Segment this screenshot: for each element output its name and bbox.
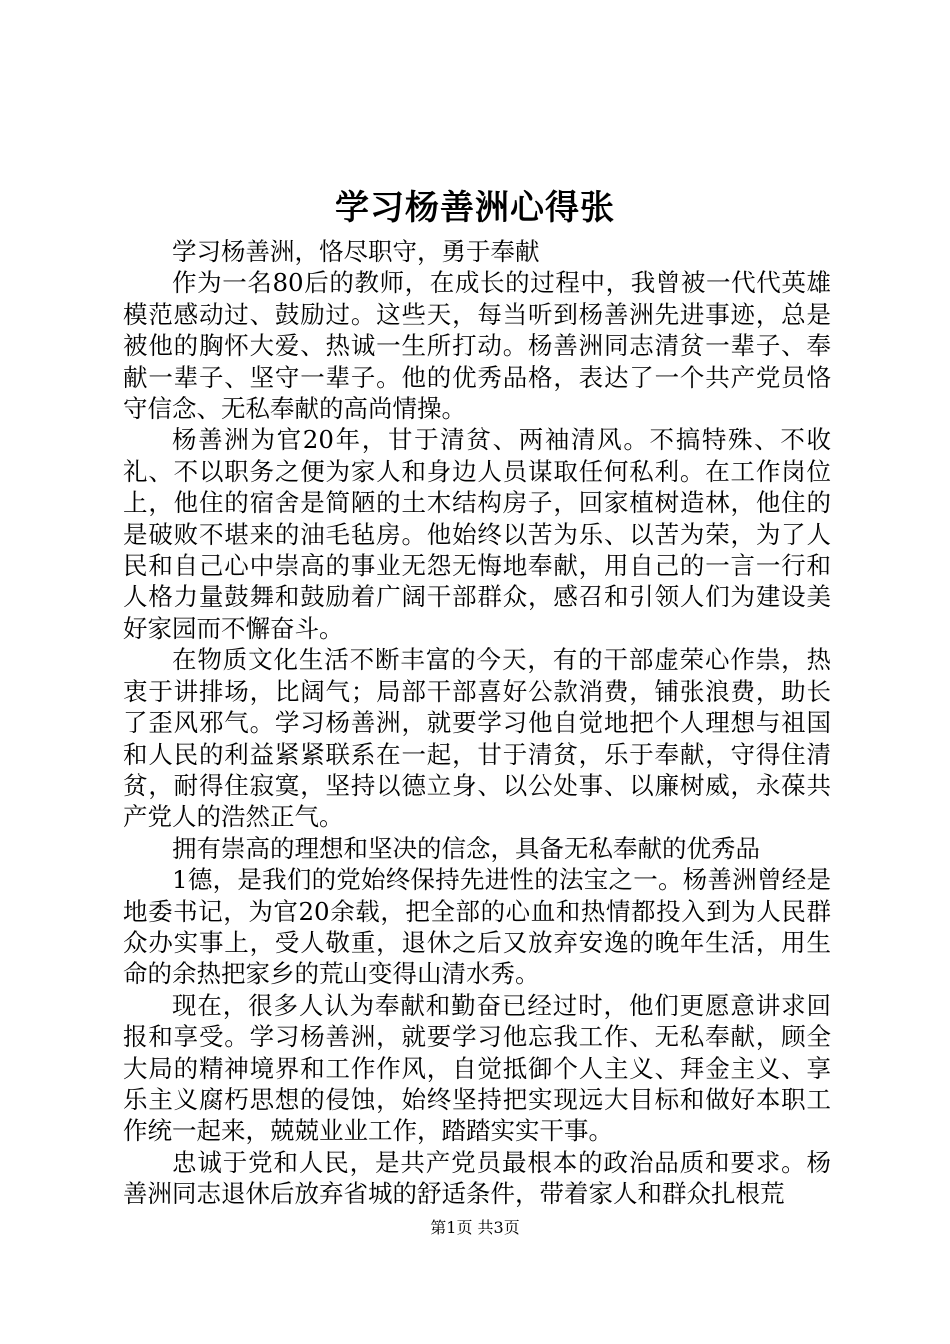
document-body [123,236,831,1210]
paragraph: 现在，很多人认为奉献和勤奋已经过时，他们更愿意讲求回报和享受。学习杨善洲，就要学习他忘我工作、无私奉献，顾全大局的精神境界和工作作风，自觉抵御个人主义、拜金主义、享乐主义腐朽思想的侵蚀，始终坚持把实现远大目标和做好本职工作统一起来，兢兢业业工作，踏踏实实干事。 [123,990,831,1146]
paragraph: 忠诚于党和人民，是共产党员最根本的政治品质和要求。杨善洲同志退休后放弃省城的舒适条件，带着家人和群众扎根荒 [123,1147,831,1209]
paragraph: 1德，是我们的党始终保持先进性的法宝之一。杨善洲曾经是地委书记，为官20余载，把全部的心血和热情都投入到为人民群众办实事上，受人敬重，退休之后又放弃安逸的晚年生活，用生命的余热把家乡的荒山变得山清水秀。 [123,865,831,989]
paragraph: 杨善洲为官20年，甘于清贫、两袖清风。不搞特殊、不收礼、不以职务之便为家人和身边人员谋取任何私利。在工作岗位上，他住的宿舍是简陋的土木结构房子，回家植树造林，他住的是破败不堪来的油毛毡房。他始终以苦为乐、以苦为荣，为了人民和自己心中崇高的事业无怨无悔地奉献，用自己的一言一行和人格力量鼓舞和鼓励着广阔干部群众，感召和引领人们为建设美好家园而不懈奋斗。 [123,425,831,643]
paragraph: 作为一名80后的教师，在成长的过程中，我曾被一代代英雄模范感动过、鼓励过。这些天，每当听到杨善洲先进事迹，总是被他的胸怀大爱、热诚一生所打动。杨善洲同志清贫一辈子、奉献一辈子、坚守一辈子。他的优秀品格，表达了一个共产党员恪守信念、无私奉献的高尚情操。 [123,268,831,424]
document-title: 学习杨善洲心得张 [335,188,615,228]
paragraph: 在物质文化生活不断丰富的今天，有的干部虚荣心作祟，热衷于讲排场，比阔气；局部干部喜好公款消费，铺张浪费，助长了歪风邪气。学习杨善洲，就要学习他自觉地把个人理想与祖国和人民的利益紧紧联系在一起，甘于清贫，乐于奉献，守得住清贫，耐得住寂寞，坚持以德立身、以公处事、以廉树威，永葆共产党人的浩然正气。 [123,645,831,832]
paragraph-subtitle: 学习杨善洲，恪尽职守，勇于奉献 [172,237,540,266]
paragraph: 拥有崇高的理想和坚决的信念，具备无私奉献的优秀品 [172,833,760,863]
page-footer: 第1页 共3页 [430,1218,520,1237]
